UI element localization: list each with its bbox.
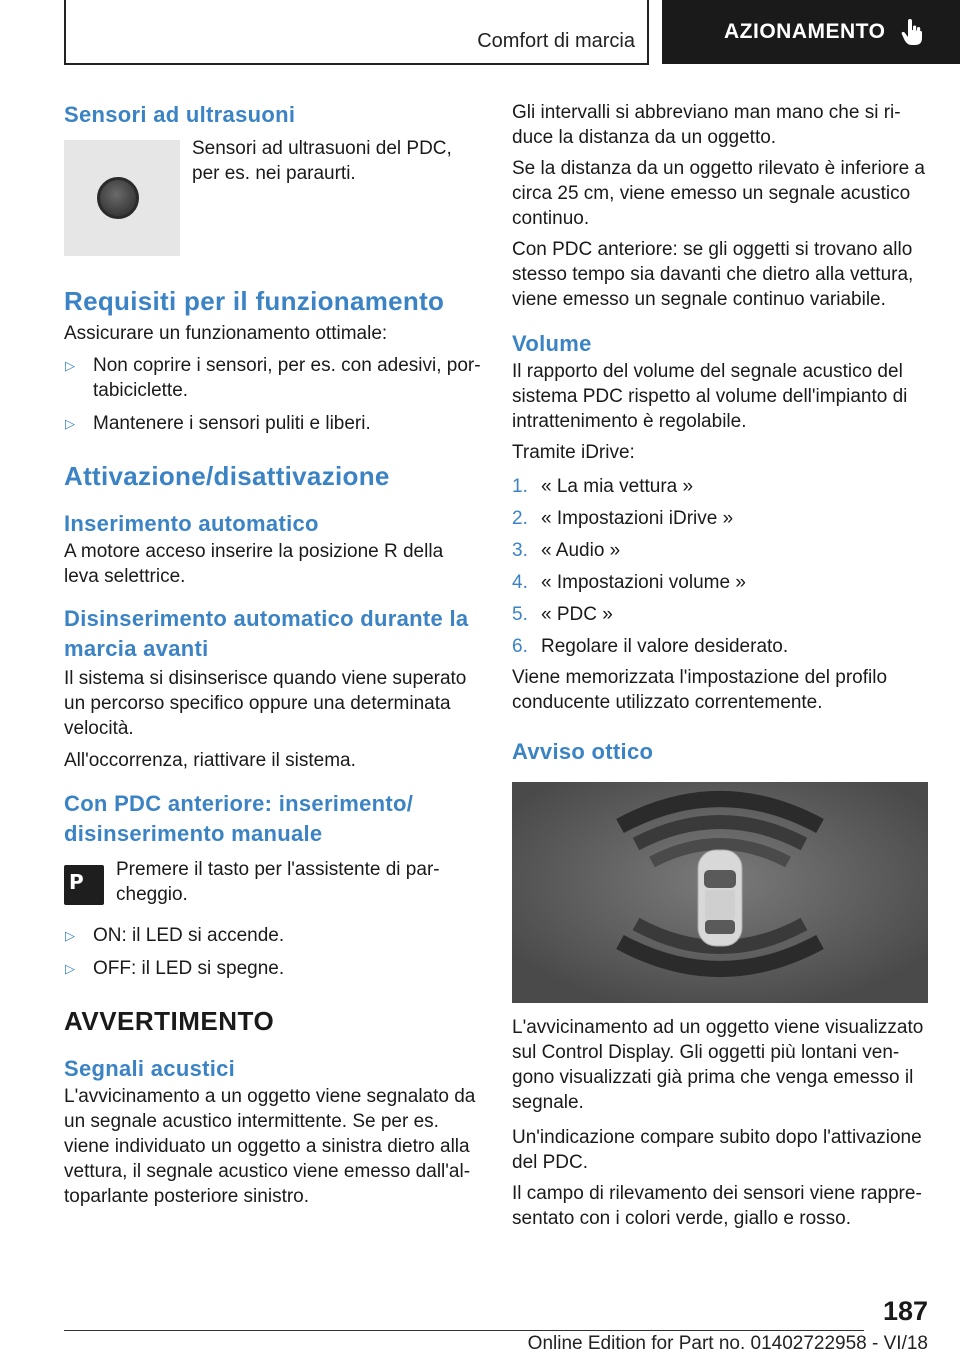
saved-profile-text: Viene memorizzata l'impostazione del profilo conducente utilizzato correntemente. [512,667,888,713]
heading-visual-warning: Avviso ottico [512,739,654,764]
left-column [64,100,482,1209]
header-chapter-tab[interactable] [662,0,960,64]
header-rule-divider [647,0,649,64]
heading-manual: Con PDC anteriore: inserimento/ disinserimento manuale [64,791,414,846]
list-item: ▷ OFF: il LED si spegne. [65,958,285,979]
heading-auto-off: Disinserimento automatico durante la marcia avanti [64,606,469,661]
triangle-bullet-icon: ▷ [65,961,75,976]
sensor-disc-icon [97,177,139,219]
volume-text: Il rapporto del volume del segnale acustico del sistema PDC rispetto al volume dell'impianto di intrattenimento è regolabile. [512,361,908,432]
pdc-button-figure [64,857,482,907]
idrive-steps [512,474,930,659]
page-number: 187 [882,1296,928,1326]
heading-ultrasonic-sensors: Sensori ad ultrasuoni [64,102,296,127]
right-column [512,100,930,1231]
acoustic-text: L'avvicinamento a un oggetto viene segnalato da un segnale acustico intermittente. Se per es. viene individuato un oggetto a sinistra dietro alla vettura, il segnale acustico viene emesso dall'altoparlante posteriore sinistro. [64,1086,476,1207]
idrive-intro: Tramite iDrive: [512,442,635,463]
visual-text-2: Un'indicazione compare subito dopo l'attivazione del PDC. [512,1127,922,1173]
continuous-signal-text: Se la distanza da un oggetto rilevato è inferiore a circa 25 cm, viene emesso un segnale acustico continuo. [512,158,925,229]
list-item: ▷ ON: il LED si accende. [65,925,285,946]
heading-volume: Volume [512,331,592,356]
front-pdc-text: Con PDC anteriore: se gli oggetti si trovano allo stesso tempo sia davanti che dietro alla vettura, viene emesso un segnale continuo variabile. [512,239,914,310]
header-rule-bottom [64,63,649,65]
header-section-title: Comfort di marcia [477,30,635,52]
list-item: ▷ Mantenere i sensori puliti e liberi. [65,413,371,434]
footer-rule [64,1330,864,1331]
reactivate-text: All'occorrenza, riattivare il sistema. [64,750,356,771]
list-item: 2. « Impostazioni iDrive » [512,508,734,529]
requirements-intro: Assicurare un funzionamento ottimale: [64,323,388,344]
auto-off-text: Il sistema si disinserisce quando viene superato un percorso specifico oppure una determinata velocità. [64,668,467,739]
pointing-hand-icon [901,19,923,45]
manual-text: Premere il tasto per l'assistente di parcheggio. [116,859,440,905]
ultrasonic-sensor-image [64,140,180,256]
pdc-display-image [512,782,928,1003]
interval-text: Gli intervalli si abbreviano man mano che si riduce la distanza da un oggetto. [512,102,901,148]
triangle-bullet-icon: ▷ [65,928,75,943]
visual-text-1: L'avvicinamento ad un oggetto viene visualizzato sul Control Display. Gli oggetti più lontani vengono visualizzati già prima che venga emesso il segnale. [512,1017,924,1113]
heading-activation: Attivazione/disattivazione [64,461,390,491]
heading-auto-on: Inserimento automatico [64,511,319,536]
heading-requirements: Requisiti per il funzionamento [64,286,445,316]
list-item: 4. « Impostazioni volume » [512,572,746,593]
header-rule-left [64,0,66,64]
visual-text-3: Il campo di rilevamento dei sensori viene rappresentato con i colori verde, giallo e rosso. [512,1183,922,1229]
list-item: 6. Regolare il valore desiderato. [512,636,789,657]
list-item: 1. « La mia vettura » [512,476,694,497]
pdc-car-illustration [512,782,928,1003]
manual-list [64,923,482,981]
parking-assistant-button-icon: P [64,865,104,905]
sensor-figure [64,140,482,256]
header-chapter-label: AZIONAMENTO [724,20,886,43]
heading-warning: AVVERTIMENTO [64,1006,275,1036]
list-item: 5. « PDC » [512,604,613,625]
footer-edition: Online Edition for Part no. 01402722958 - VI/18 [527,1333,928,1354]
sensor-caption: Sensori ad ultrasuoni del PDC, per es. nei paraurti. [192,138,452,184]
list-item: 3. « Audio » [512,540,621,561]
requirements-list [64,353,482,436]
list-item: ▷ Non coprire i sensori, per es. con adesivi, portabiciclette. [65,355,481,401]
triangle-bullet-icon: ▷ [65,358,75,373]
auto-on-text: A motore acceso inserire la posizione R della leva selettrice. [64,541,444,587]
triangle-bullet-icon: ▷ [65,416,75,431]
heading-acoustic: Segnali acustici [64,1056,236,1081]
